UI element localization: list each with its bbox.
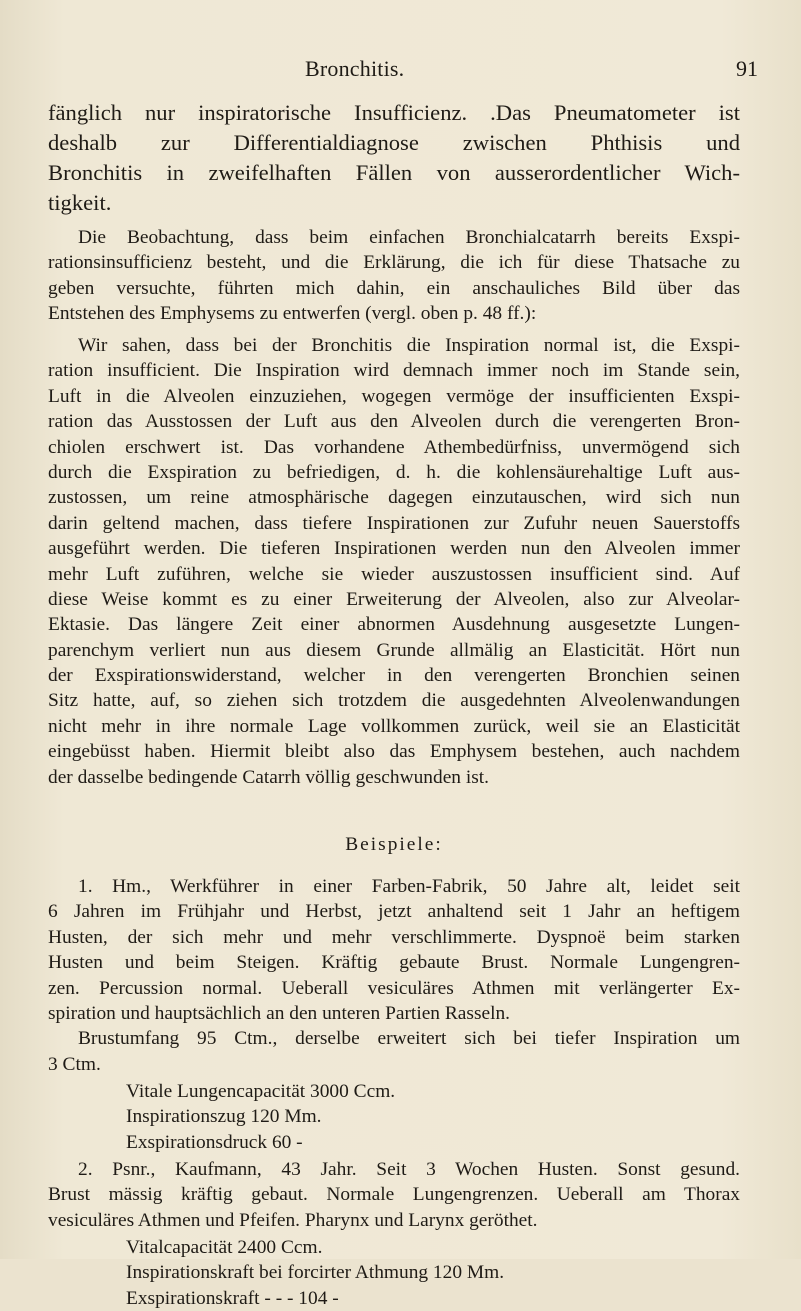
text-line: Brustumfang 95 Ctm., derselbe erweitert sich bei tiefer Inspiration um bbox=[78, 1028, 740, 1050]
text-line: ration insufficient. Die Inspiration wird demnach immer noch im Stande sein, bbox=[48, 360, 740, 382]
text-line: ration das Ausstossen der Luft aus den Alveolen durch die verengerten Bron- bbox=[48, 411, 740, 433]
measurement-line: Vitalcapacität 2400 Ccm. bbox=[126, 1237, 323, 1258]
case-1-paragraph bbox=[48, 874, 740, 1077]
text-line: spiration und hauptsächlich an den unteren Partien Rasseln. bbox=[48, 1002, 511, 1024]
text-line: Entstehen des Emphysems zu entwerfen (vergl. oben p. 48 ff.): bbox=[48, 303, 537, 325]
text-line: deshalb zur Differentialdiagnose zwischen Phthisis und bbox=[48, 130, 740, 155]
measurement-line: Inspirationszug 120 Mm. bbox=[126, 1106, 322, 1128]
examples-heading-block bbox=[48, 832, 740, 857]
text-line: der dasselbe bedingende Catarrh völlig geschwunden ist. bbox=[48, 766, 490, 788]
case-1-measurements bbox=[48, 1079, 740, 1155]
text-line: Luft in die Alveolen einzuziehen, wogegen vermöge der insufficienten Exspi- bbox=[48, 385, 740, 407]
text-line: darin geltend machen, dass tiefere Inspirationen zur Zufuhr neuen Sauerstoffs bbox=[48, 512, 740, 534]
emphysema-intro-paragraph bbox=[48, 225, 740, 327]
text-line: durch die Exspiration zu befriedigen, d. h. die kohlensäurehaltige Luft aus- bbox=[48, 461, 740, 483]
text-line: Husten und beim Steigen. Kräftig gebaute Brust. Normale Lungengren- bbox=[48, 952, 740, 974]
text-line: 2. Psnr., Kaufmann, 43 Jahr. Seit 3 Wochen Husten. Sonst gesund. bbox=[78, 1159, 740, 1180]
text-line: Sitz hatte, auf, so ziehen sich trotzdem die ausgedehnten Alveolenwandungen bbox=[48, 690, 740, 712]
text-line: nicht mehr in ihre normale Lage vollkommen zurück, weil sie an Elasticität bbox=[48, 715, 740, 737]
case-2-measurements bbox=[48, 1235, 740, 1311]
text-line: fänglich nur inspiratorische Insufficienz. .Das Pneumatometer ist bbox=[48, 100, 740, 125]
text-line: parenchym verliert nun aus diesem Grunde allmälig an Elasticität. Hört nun bbox=[48, 639, 740, 661]
text-line: 1. Hm., Werkführer in einer Farben-Fabrik, 50 Jahre alt, leidet seit bbox=[78, 876, 740, 897]
page-number: 91 bbox=[736, 56, 758, 81]
text-line: der Exspirationswiderstand, welcher in den verengerten Bronchien seinen bbox=[48, 665, 740, 687]
text-line: diese Weise kommt es zu einer Erweiterung der Alveolen, also zur Alveolar- bbox=[48, 588, 740, 610]
text-line: Die Beobachtung, dass beim einfachen Bronchialcatarrh bereits Exspi- bbox=[78, 227, 740, 248]
text-line: vesiculäres Athmen und Pfeifen. Pharynx und Larynx geröthet. bbox=[48, 1209, 538, 1231]
text-line: geben versuchte, führten mich dahin, ein anschauliches Bild über das bbox=[48, 277, 740, 299]
text-line: Ektasie. Das längere Zeit einer abnormen Ausdehnung ausgesetzte Lungen- bbox=[48, 614, 740, 636]
text-line: Husten, der sich mehr und mehr verschlimmerte. Dyspnoë beim starken bbox=[48, 926, 740, 948]
running-head: Bronchitis. bbox=[305, 56, 405, 81]
measurement-line: Vitale Lungencapacität 3000 Ccm. bbox=[126, 1081, 396, 1102]
examples-heading: Beispiele: bbox=[345, 834, 443, 855]
text-line: mehr Luft zuführen, welche sie wieder auszustossen insufficient sind. Auf bbox=[48, 563, 740, 585]
text-line: rationsinsufficienz besteht, und die Erklärung, die ich für diese Thatsache zu bbox=[48, 252, 740, 274]
text-line: 3 Ctm. bbox=[48, 1053, 101, 1075]
text-line: ausgeführt werden. Die tieferen Inspirationen werden nun den Alveolen immer bbox=[48, 538, 740, 560]
text-line: Bronchitis in zweifelhaften Fällen von ausserordentlicher Wich- bbox=[48, 160, 740, 185]
intro-paragraph bbox=[48, 98, 740, 218]
measurement-line: Exspirationskraft - - - 104 - bbox=[126, 1287, 339, 1309]
page-header bbox=[0, 56, 801, 84]
measurement-line: Inspirationskraft bei forcirter Athmung 120 Mm. bbox=[126, 1262, 505, 1284]
text-line: chiolen erschwert ist. Das vorhandene Athembedürfniss, unvermögend sich bbox=[48, 436, 740, 458]
measurement-line: Exspirationsdruck 60 - bbox=[126, 1131, 303, 1153]
text-line: zen. Percussion normal. Ueberall vesiculäres Athmen mit verlängerter Ex- bbox=[48, 977, 740, 999]
text-line: tigkeit. bbox=[48, 190, 112, 215]
text-line: Brust mässig kräftig gebaut. Normale Lungengrenzen. Ueberall am Thorax bbox=[48, 1184, 740, 1206]
emphysema-theory-paragraph bbox=[48, 333, 740, 790]
text-line: eingebüsst haben. Hiermit bleibt also das Emphysem bestehen, auch nachdem bbox=[48, 741, 740, 763]
text-line: zustossen, um reine atmosphärische dagegen einzutauschen, wird sich nun bbox=[48, 487, 740, 509]
text-line: 6 Jahren im Frühjahr und Herbst, jetzt anhaltend seit 1 Jahr an heftigem bbox=[48, 901, 740, 923]
case-2-paragraph bbox=[48, 1157, 740, 1233]
text-line: Wir sahen, dass bei der Bronchitis die Inspiration normal ist, die Exspi- bbox=[78, 335, 740, 356]
